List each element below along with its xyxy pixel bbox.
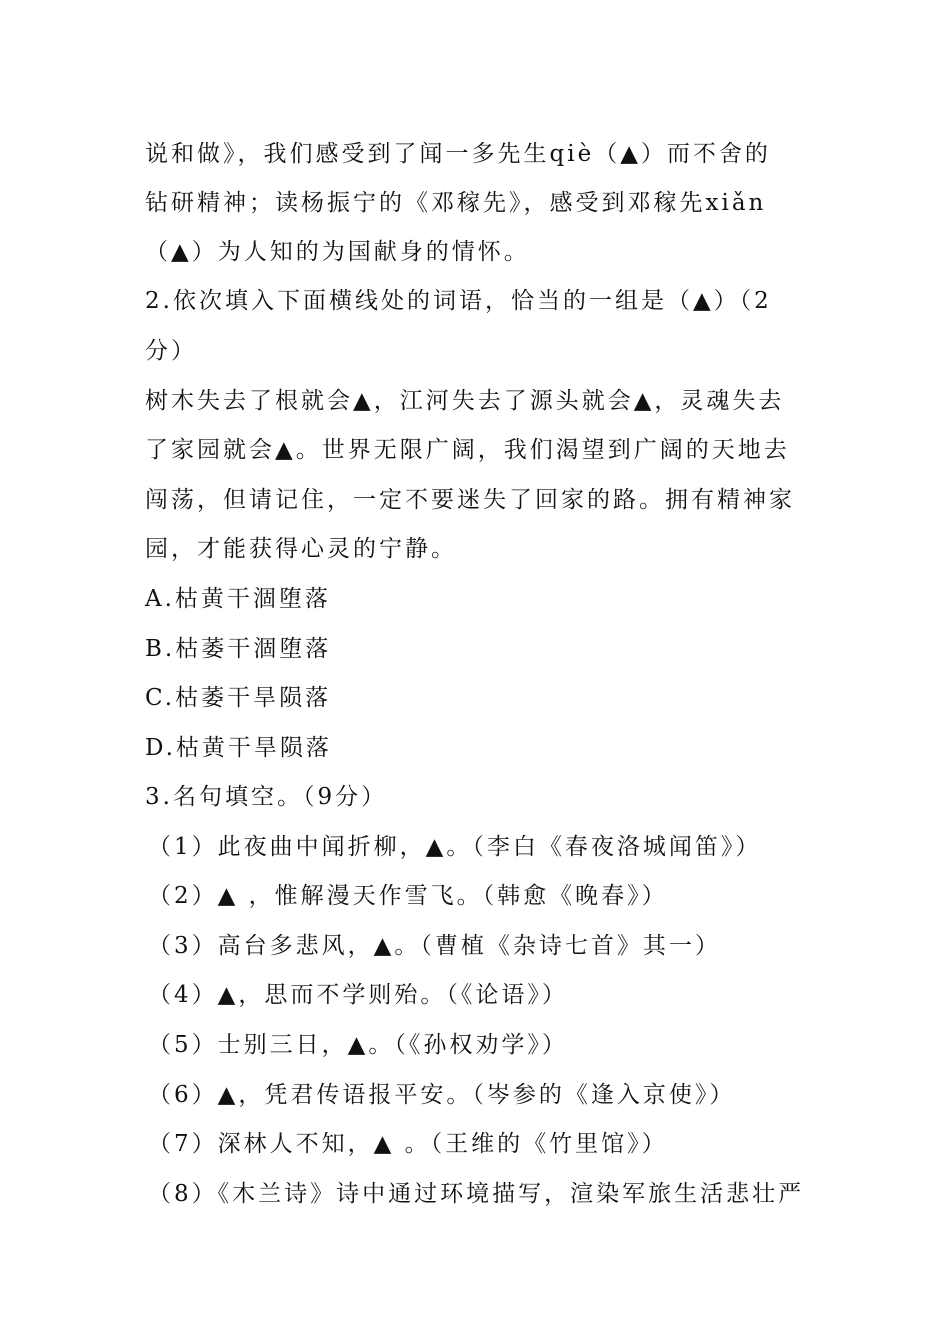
option-b: B.枯萎干涸堕落 <box>145 636 332 662</box>
option-a: A.枯黄干涸堕落 <box>145 586 331 612</box>
fill-item: （2）▲ ，惟解漫天作雪飞。（韩愈《晚春》） <box>148 883 668 909</box>
passage-line: 了家园就会▲。世界无限广阔，我们渴望到广阔的天地去 <box>145 437 790 463</box>
question-2-title: 2.依次填入下面横线处的词语，恰当的一组是（▲）（2 <box>145 288 772 314</box>
option-c: C.枯萎干旱陨落 <box>145 685 332 711</box>
fill-item: （4）▲，思而不学则殆。（《论语》） <box>148 982 568 1008</box>
fill-item: （3）高台多悲风，▲。（曹植《杂诗七首》其一） <box>148 933 721 959</box>
fill-item: （1）此夜曲中闻折柳，▲。（李白《春夜洛城闻笛》） <box>148 834 762 860</box>
question-3-title: 3.名句填空。（9分） <box>145 784 388 810</box>
text-line: （▲）为人知的为国献身的情怀。 <box>145 239 530 265</box>
fill-item: （8）《木兰诗》诗中通过环境描写，渲染军旅生活悲壮严 <box>148 1181 805 1207</box>
option-d: D.枯黄干旱陨落 <box>145 735 332 761</box>
fill-item: （6）▲，凭君传语报平安。（岑参的《逢入京使》） <box>148 1082 736 1108</box>
text-line: 说和做》，我们感受到了闻一多先生qiè（▲）而不舍的 <box>145 141 771 167</box>
passage-line: 树木失去了根就会▲，江河失去了源头就会▲，灵魂失去 <box>145 388 785 414</box>
text-line: 分） <box>145 338 197 364</box>
passage-line: 闯荡，但请记住，一定不要迷失了回家的路。拥有精神家 <box>145 487 795 513</box>
passage-line: 园，才能获得心灵的宁静。 <box>145 536 457 562</box>
text-line: 钻研精神；读杨振宁的《邓稼先》，感受到邓稼先xiǎn <box>145 190 767 216</box>
fill-item: （5）士别三日，▲。（《孙权劝学》） <box>148 1032 568 1058</box>
fill-item: （7）深林人不知，▲ 。（王维的《竹里馆》） <box>148 1131 668 1157</box>
